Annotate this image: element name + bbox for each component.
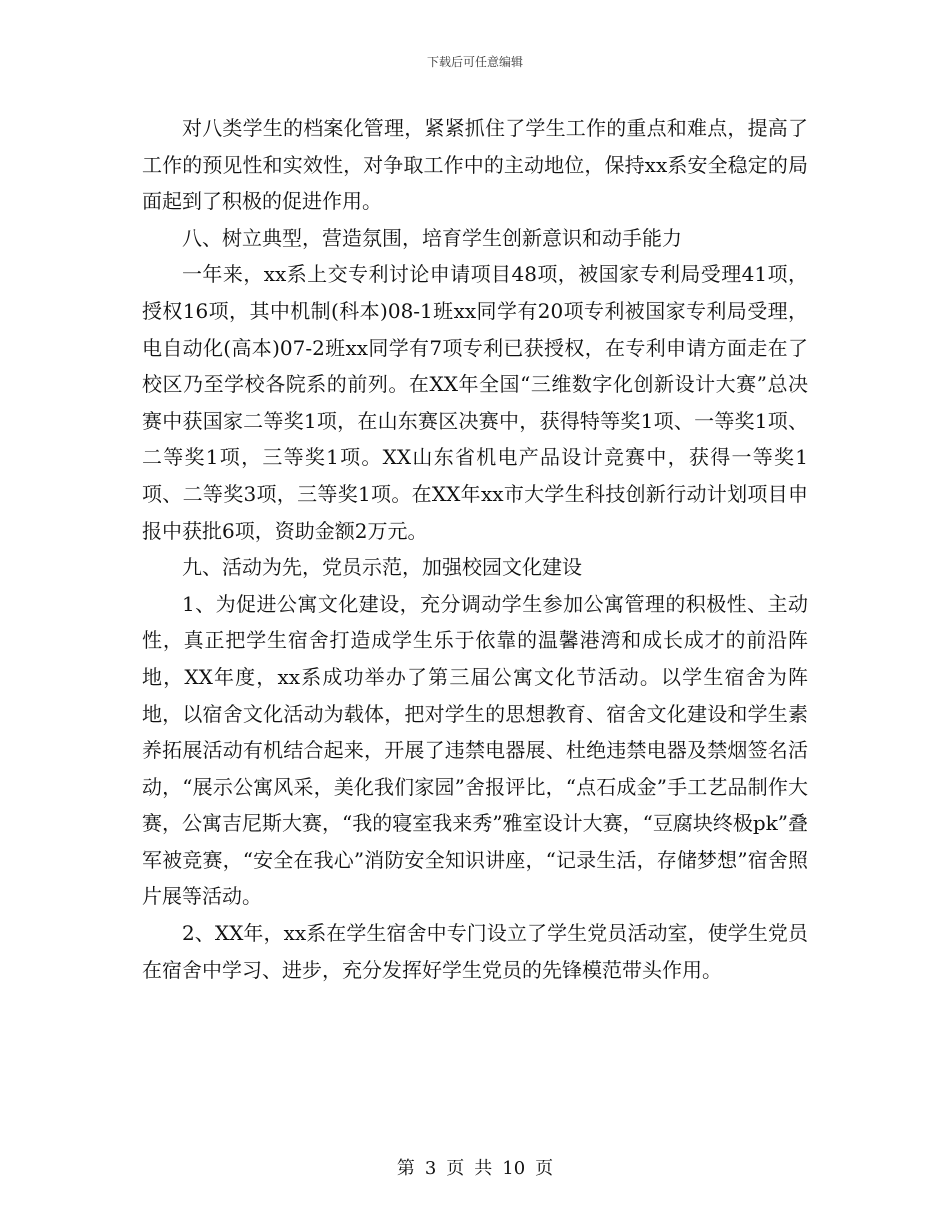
paragraph: 一年来，xx系上交专利讨论申请项目48项，被国家专利局受理41项，授权16项，其中机制(科本)08-1班xx同学有20项专利被国家专利局受理，电自动化(高本)07-2班xx同学有7项专利已获授权，在专利申请方面走在了校区乃至学校各院系的前列。在XX年全国“三维数字化创新设计大赛”总决赛中获国家二等奖1项，在山东赛区决赛中，获得特等奖1项、一等奖1项、二等奖1项，三等奖1项。XX山东省机电产品设计竞赛中，获得一等奖1项、二等奖3项，三等奖1项。在XX年xx市大学生科技创新行动计划项目申报中获批6项，资助金额2万元。: [142, 262, 808, 543]
footer-label-page-unit: 页: [446, 1158, 465, 1179]
section-heading: 九、活动为先，党员示范，加强校园文化建设: [182, 555, 582, 580]
paragraph: 1、为促进公寓文化建设，充分调动学生参加公寓管理的积极性、主动性，真正把学生宿舍打造成学生乐于依靠的温馨港湾和成长成才的前沿阵地，XX年度，xx系成功举办了第三届公寓文化节活动。以学生宿舍为阵地，以宿舍文化活动为载体，把对学生的思想教育、宿舍文化建设和学生素养拓展活动有机结合起来，开展了违禁电器展、杜绝违禁电器及禁烟签名活动，“展示公寓风采，美化我们家园”舍报评比，“点石成金”手工艺品制作大赛，公寓吉尼斯大赛，“我的寝室我来秀”雅室设计大赛，“豆腐块终极pk”叠军被竞赛，“安全在我心”消防安全知识讲座，“记录生活，存储梦想”宿舍照片展等活动。: [142, 591, 808, 909]
footer-current-page: 3: [424, 1158, 437, 1179]
footer-total-pages: 10: [502, 1158, 526, 1179]
paragraph: 对八类学生的档案化管理，紧紧抓住了学生工作的重点和难点，提高了工作的预见性和实效性，对争取工作中的主动地位，保持xx系安全稳定的局面起到了积极的促进作用。: [142, 116, 808, 214]
footer-label-total: 共: [474, 1158, 493, 1179]
footer-label-total-unit: 页: [535, 1158, 554, 1179]
footer-label-page: 第: [396, 1158, 415, 1179]
paragraph: 2、XX年，xx系在学生宿舍中专门设立了学生党员活动室，使学生党员在宿舍中学习、进步，充分发挥好学生党员的先锋模范带头作用。: [142, 921, 808, 982]
document-body: [142, 110, 808, 988]
page-header: 下载后可任意编辑: [426, 55, 523, 69]
section-heading: 八、树立典型，营造氛围，培育学生创新意识和动手能力: [182, 225, 682, 250]
page-footer: [0, 1154, 950, 1180]
